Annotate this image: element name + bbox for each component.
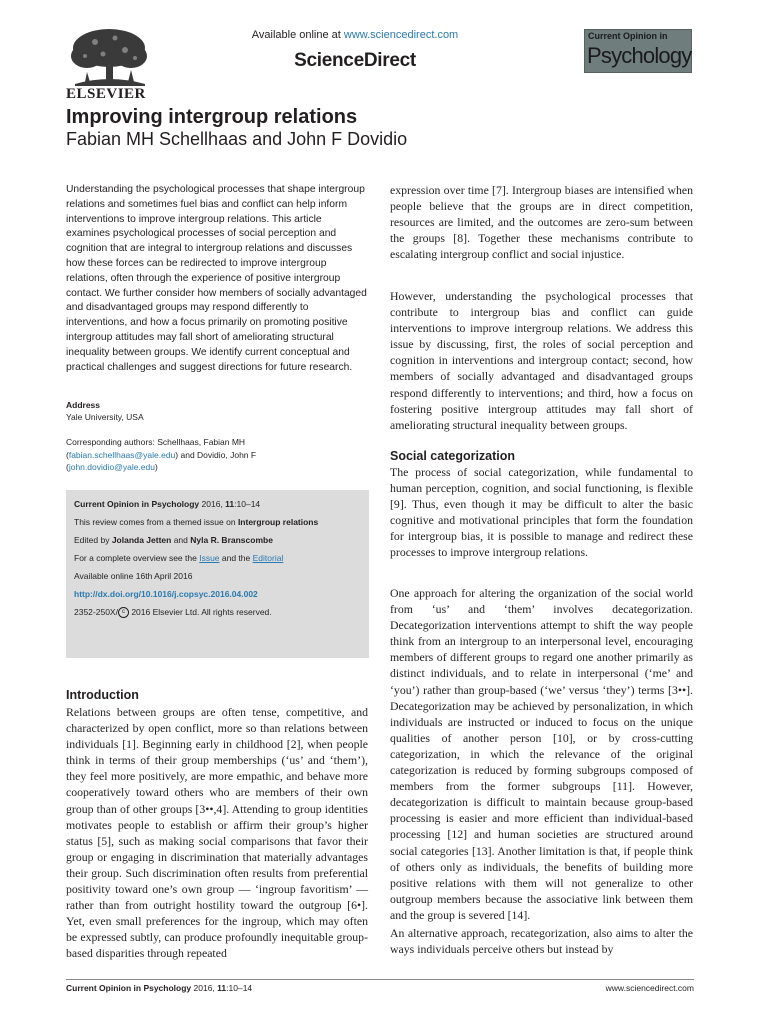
sciencedirect-wordmark: ScienceDirect (294, 50, 416, 71)
corresponding-mid: ) and Dovidio, John F (175, 449, 257, 460)
section-heading-introduction: Introduction (66, 688, 139, 702)
available-online-prefix: Available online at (251, 29, 344, 41)
copyright-icon: c (118, 607, 129, 618)
email-link-dovidio[interactable]: john.dovidio@yale.edu (68, 462, 155, 473)
article-authors: Fabian MH Schellhaas and John F Dovidio (66, 129, 408, 149)
info-available-online: Available online 16th April 2016 (74, 571, 193, 581)
body-paragraph-1: expression over time [7]. Intergroup biases are intensified when people believe that the groups are in direct competition, resources are limited, and the outcomes are zero-sum between the groups [8]. Together these mechanisms contribute to escalating intergroup conflict and social injustice. (390, 183, 693, 262)
doi-link[interactable]: http://dx.doi.org/10.1016/j.copsyc.2016.04.002 (74, 589, 258, 599)
footer-url[interactable]: www.sciencedirect.com (605, 983, 694, 993)
email-link-schellhaas[interactable]: fabian.schellhaas@yale.edu (68, 449, 176, 460)
body-paragraph-5: An alternative approach, recategorization, also aims to alter the ways individuals perceive others but instead by (390, 926, 693, 957)
issue-link[interactable]: Issue (199, 553, 220, 563)
info-themed-issue: This review comes from a themed issue on Intergroup relations (74, 517, 319, 527)
body-paragraph-4: One approach for altering the organization of the social world from ‘us’ and ‘them’ involves decategorization. Decategorization interventions attempt to shift the way people think from an intergroup to an interpersonal level, encouraging members of different groups to regard one another primarily as distinct individuals, and to relate in interpersonal (‘me’ and ‘you’) rather than group-based (‘we’ versus ‘they’) terms [3••]. Decategorization may be achieved by personalization, in which individuals are instructed or induced to focus on the unique qualities of another person [10], or by cross-cutting categorization, in which the relevance of the original categorization is reduced by forming subgroups composed of members from the former subgroups [11]. However, decategorization is difficult to maintain because group-based processing is easier and more efficient than individual-based processing [12] and human societies are structured around social categories [13]. Another limitation is that, if people think of others only as individuals, the benefits of building more positive relations with them will not generalize to other outgroup members because the associative link between them and the group is severed [14]. (390, 586, 693, 922)
section-heading-social-categorization: Social categorization (390, 449, 516, 463)
journal-badge (584, 29, 692, 73)
article-info-box (66, 490, 369, 658)
article-title: Improving intergroup relations (66, 106, 358, 128)
info-themed-topic: Intergroup relations (237, 517, 319, 527)
body-paragraph-2: However, understanding the psychological processes that contribute to intergroup bias and conflict can guide interventions to improve intergroup relations. We address this issue by discussing, first, the roles of social perception and cognition in interventions and intergroup contact; second, how members of socially advantaged and disadvantaged groups respond differently to interventions; and third, how a focus on fostering positive intergroup attitudes may fall short of ameliorating structural inequality between groups. (390, 289, 693, 432)
sciencedirect-link[interactable]: www.sciencedirect.com (343, 29, 459, 41)
footer-rule (66, 979, 694, 980)
info-edited-by: Edited by Jolanda Jetten and Nyla R. Branscombe (74, 535, 273, 545)
journal-badge-top: Current Opinion in (588, 31, 668, 41)
info-overview: For a complete overview see the Issue and the Editorial (74, 553, 284, 563)
address-heading: Address (66, 400, 101, 410)
address-text: Yale University, USA (66, 412, 144, 422)
abstract: Understanding the psychological processes that shape intergroup relations and sometimes fuel bias and conflict can help inform interventions to improve intergroup relations. This article examines psychological processes of social perception and cognition that are integral to intergroup relations and discusses how these forces can be redirected to improve intergroup relations, often through the experience of positive intergroup contact. We further consider how members of socially advantaged and disadvantaged groups may respond differently to interventions, and how a focus primarily on promoting positive intergroup attitudes may fall short of ameliorating structural inequality between groups. We identify current conceptual and practical challenges and suggest directions for future research. (66, 184, 367, 373)
footer-citation: Current Opinion in Psychology 2016, 11:10–14 (66, 983, 253, 993)
info-citation: Current Opinion in Psychology 2016, 11:10–14 (74, 499, 261, 509)
info-copyright: 2352-250X/ c 2016 Elsevier Ltd. All rights reserved. (74, 607, 272, 617)
introduction-body: Relations between groups are often tense, competitive, and characterized by open conflict, more so than relations between individuals [1]. Beginning early in childhood [2], when people think in terms of their group memberships (‘us’ and ‘them’), they feel more positively, are more empathic, and behave more cooperatively toward others who are members of their own group than of other groups [3••,4]. Attending to group identities motivates people to establish or affirm their group’s higher status [5], such as making social comparisons that favor their group or engaging in discrimination that materially advantages their group. Such discrimination often results from preferential positivity toward one’s own group — ‘ingroup favoritism’ — rather than from outright hostility toward the outgroup [6•]. Yet, even small preferences for the ingroup, which may often be expressed subtly, can produce profoundly inequitable group-based disparities through repeated (66, 705, 368, 961)
body-paragraph-3: The process of social categorization, while fundamental to human perception, cognition, and social functioning, is flexible [9]. Thus, even though it may be difficult to alter the basic cognitive and motivational principles that form the foundation for intergroup bias, it is possible to manage and redirect these processes to improve intergroup relations. (390, 465, 693, 560)
journal-badge-main: Psychology (587, 43, 692, 68)
editorial-link[interactable]: Editorial (252, 553, 284, 563)
info-journal: Current Opinion in Psychology (74, 499, 200, 509)
publisher-wordmark: ELSEVIER (66, 86, 146, 102)
corresponding-authors: Corresponding authors: Schellhaas, Fabian MH (fabian.schellhaas@yale.edu) and Dovidio, John F (john.dovidio@yale.edu) (66, 437, 257, 473)
info-doi-line (74, 589, 258, 599)
available-online-line (200, 29, 510, 41)
corresponding-prefix: Corresponding authors: Schellhaas, Fabian MH (66, 437, 246, 447)
